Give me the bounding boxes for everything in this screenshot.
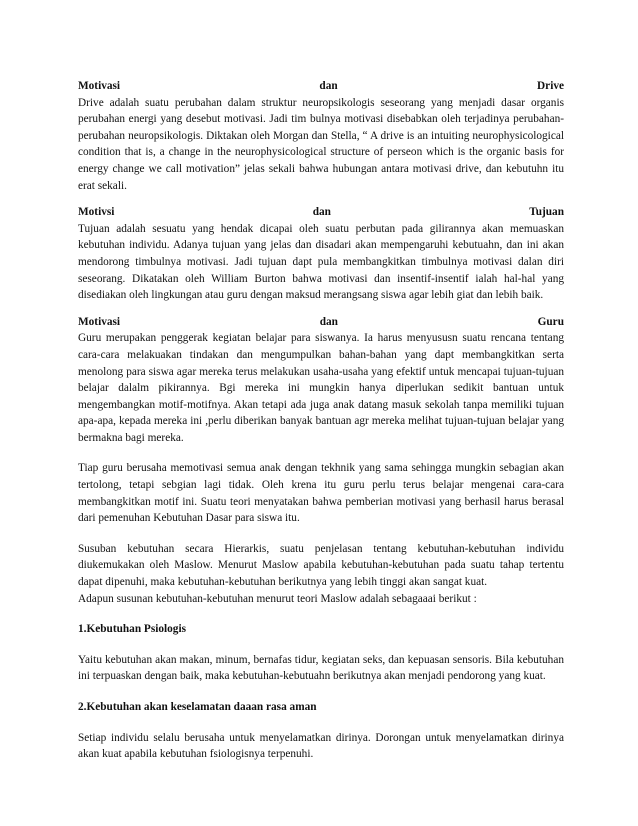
list-item-text: Yaitu kebutuhan akan makan, minum, bernafas tidur, kegiatan seks, dan kepuasan sensoris. Bila kebutuhan ini terpuaskan dengan baik, maka kebutuhan-kebutuahn berikutnya akan menjadi pendorong yang kuat.: [78, 653, 564, 683]
paragraph: Susuban kebutuhan secara Hierarkis, suatu penjelasan tentang kebutuhan-kebutuhan individu diukemukakan oleh Maslow. Menurut Maslow apabila kebutuhan-kebutuhan pada suatu tahap tertentu dapat dipenuhi, maka kebutuhan-kebutuhan berikutnya yang lebih tinggi akan sangat kuat.: [78, 542, 564, 589]
heading-word: dan: [312, 206, 331, 219]
section-heading-motivasi-guru: [78, 314, 564, 331]
heading-word: dan: [319, 315, 338, 328]
paragraph-closing: Adapun susunan kebutuhan-kebutuhan menurut teori Maslow adalah sebagaaai berikut :: [78, 592, 477, 605]
paragraph: Drive adalah suatu perubahan dalam struktur neuropsikologis seseorang yang menjadi dasar organis perubahan energi yang desebut motivasi. Jadi tim bulnya motivasi disebabkan oleh terjadinya perubahan-perubahan neuropsikologis. Diktakan oleh Morgan dan Stella, “ A drive is an intuiting neurophysicological condition that is, a change in the neurophysicological structure of perseon which is the organic basis for energy change we call motivation” jelas sekali bahwa hubungan antara motivasi drive, dan kebutuhn itu erat sekali.: [78, 96, 564, 192]
paragraph: Tiap guru berusaha memotivasi semua anak dengan tekhnik yang sama sehingga mungkin sebagian akan tertolong, tetapi sebgian lagi tidak. Oleh krena itu guru perlu terus belajar mengenai cara-cara membangkitkan motif ini. Suatu teori menyatakan bahwa pemberian motivasi yang berhasil harus berasal dari pemenuhan Kebutuhan Dasar para siswa itu.: [78, 462, 564, 525]
heading-word: Drive: [537, 80, 564, 92]
heading-word: Motivasi: [78, 315, 121, 328]
section-heading-motivsi-tujuan: [78, 204, 564, 221]
list-item-title: 1.Kebutuhan Psiologis: [78, 623, 186, 636]
heading-word: Motivsi: [78, 206, 115, 219]
section-heading-motivasi-drive: [78, 78, 564, 95]
heading-word: dan: [319, 80, 338, 92]
heading-word: Motivasi: [78, 80, 121, 92]
document-page: [78, 78, 564, 763]
list-item-title: 2.Kebutuhan akan keselamatan daaan rasa aman: [78, 701, 317, 713]
paragraph: Guru merupakan penggerak kegiatan belajar para siswanya. Ia harus menyususn suatu rencana tentang cara-cara melakuakan tindakan dan mengumpulkan bahan-bahan yang dapt membangkitkan serta menolong para siswa agar mereka terus melakukan usaha-usaha yang efektif untuk mencapai tujuan-tujuan belajar dalalm pikirannya. Bgi mereka ini mungkin hanya diperlukan sedikit bantuan untuk mengembangkan motif-motifnya. Akan tetapi ada juga anak datang masuk sekolah tanpa memiliki tujuan apa-apa, kepada mereka ini ,perlu diberikan banyak bantuan agr mereka melihat tujuan-tujuan belajar yang bermakna bagi mereka.: [78, 332, 564, 444]
list-item-text: Setiap individu selalu berusaha untuk menyelamatkan dirinya. Dorongan untuk menyelamatkan dirinya akan kuat apabila kebutuhan fsiologisnya terpenuhi.: [78, 731, 564, 761]
heading-word: Tujuan: [529, 206, 564, 219]
heading-word: Guru: [537, 315, 564, 328]
paragraph: Tujuan adalah sesuatu yang hendak dicapai oleh suatu perbutan pada gilirannya akan memuaskan kebutuhan individu. Adanya tujuan yang jelas dan disadari akan mempengaruhi kebutuahn, dan ini akan mendorong timbulnya motivasi. Jadi tujuan dapt pula membangkitkan timbulnya motivasi dalan diri seseorang. Dikatakan oleh William Burton bahwa motivasi dan insentif-insentif ialah hal-hal yang disediakan oleh lingkungan atau guru dengan maksud merangsang siswa agar lebih giat dan lebih baik.: [78, 222, 564, 302]
